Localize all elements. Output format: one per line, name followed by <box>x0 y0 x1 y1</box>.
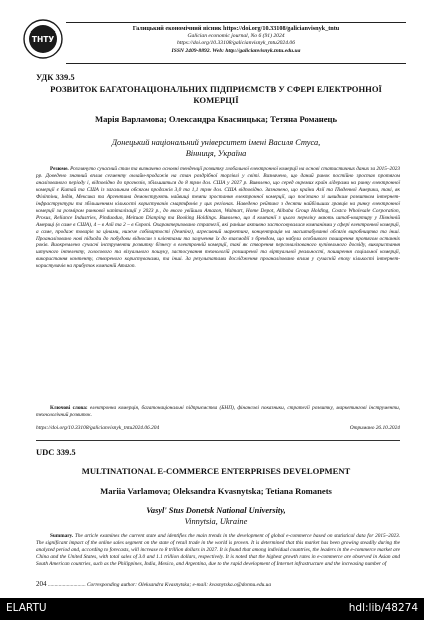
page-number: 204 <box>36 580 47 588</box>
abstract-en-text: The article examines the current state and identifies the main trends in the development of global e-commerce based on statistical data for 2015–2023. The significant impact of the online sales segment on the state of retail trade in the world is proven. It is determined that this market has been growing steadily during the analyzed period and, according to forecasts, will increase to 8 trillion dollars in 2027. It is found that among individual countries, the leaders in the e-commerce market are China and the United States, with total sales of 3.0 and 1.1 trillion dollars, respectively. It is noted that the highest growth rates in e-commerce are observed in Asian and South American countries, such as the Philippines, India, Mexico, and Argentina, due to the rapid development of Internet infrastructure and the increasing number of <box>36 533 400 567</box>
article-title-ua: РОЗВИТОК БАГАТОНАЦІОНАЛЬНИХ ПІДПРИЄМСТВ У СФЕРІ ЕЛЕКТРОННОЇ КОМЕРЦІЇ <box>50 84 382 105</box>
page-footer: 204 ............................ Corresponding author: Oleksandra Kvasnytska; e-mail: kvasnytska.o@donnu.edu.ua <box>36 580 272 588</box>
abstract-en-lead: Summary. <box>50 533 74 539</box>
repository-banner <box>0 598 424 620</box>
udc-code: UDC 339.5 <box>36 447 76 457</box>
journal-name-en: Galician economic journal, No 6 (91) 2024 <box>187 32 285 39</box>
section-divider <box>36 440 400 441</box>
journal-name-ua: Галицький економічний вісник https://doi.org/10.33108/galicianvisnyk_tntu <box>132 25 340 32</box>
abstract-ua-text: Розглянуто сучасний стан та визначено основні тенденції розвитку глобальної електронної комерції на основі статистичних даних за 2015–2023 рр. Доведено значний вплив сегменту онлайн-продажів на стан роздрібної торгівлі у світі. Визначено, що даний ринок постійно зростав протягом аналізованого періоду і, відповідно до прогнозів, збільшиться до 8 трлн дол. США у 2027 р. Виявлено, що серед окремих країн лідерами на ринку електронної комерції є Китай та США із загальним обсягом продажів 3,0 та 1,1 трлн дол. США відповідно. Зазначено, що країни Азії та Південної Америки, такі, як Філіппіни, Індія, Мексика та Аргентина демонструють найвищі темпи зростання електронної комерції, що пов'язано зі швидким розвитком інтернет-інфраструктури та збільшенням кількості користувачів смартфонів у цих регіонах. Наведено рейтинг з десяти найбільших гравців на ринку електронної комерції за розміром ринкової капіталізації у 2023 р., до якого увійшли Amazon, Walmart, Home Depot, Alibaba Group Holding, Costco Wholesale Corporation, Prosus, Reliance Industries, Pinduoduo, Meituan Dianping та Booking Holdings. Виявлено, що 4 компанії з цього переліку мають штаб-квартиру у Північній Америці (в саме в США), 4 – в Азії та 2 – в Європі. Охарактеризовано стратегії, які раніше активно застосовувалися компаніями у сфері електронної комерції, а саме, продаж товарів за цінами, нижче собівартості (демпінг), агресивний маркетинг, концентрація на масштабуванні обсягів виробництва та інші. Проаналізовано нові підходи до побудови відносин з клієнтами та залучення їх до взаємодії з брендом, що набули особливого поширення протягом останніх років. Виокремлено сучасні інструменти розвитку бізнесу в електронній комерції, такі як створення персоналізованого купівельного досвіду, використання штучного інтелекту, голосового та візуального пошуку, застосування технологій розширеної та віртуальної реальності, поширення соціальної комерції, використання контенту, створеного користувачами, та інші. За результатами дослідження проаналізовано вплив у сучасній епоху кількості інтернет-користувачів на прибуток компаній Amazon. <box>36 166 401 270</box>
udk-code: УДК 339.5 <box>36 72 75 82</box>
authors-en: Mariia Varlamova; Oleksandra Kvasnytska; Tetiana Romanets <box>100 486 332 496</box>
journal-issn: ISSN 2409-8892. Web: http://galicianvisnyk.tntu.edu.ua <box>171 47 301 54</box>
authors-ua: Марія Варламова; Олександра Квасницька; Тетяна Романець <box>94 114 338 124</box>
abstract-ua <box>36 166 400 270</box>
keywords-ua-lead: Ключові слова: <box>50 405 88 411</box>
university-logo-icon <box>22 18 64 60</box>
affiliation-ua-institution: Донецький національний університет імені Василя Стуса, <box>111 138 321 147</box>
affiliation-ua-city: Вінниця, Україна <box>185 149 247 158</box>
received-date: Отримано 26.10.2024 <box>349 425 400 431</box>
affiliation-en <box>36 505 396 527</box>
abstract-en <box>36 533 400 575</box>
keywords-ua <box>36 405 400 419</box>
journal-issue-doi: https://doi.org/10.33108/galicianvisnyk_tntu2024.06 <box>176 40 296 47</box>
article-title-en: MULTINATIONAL E-COMMERCE ENTERPRISES DEVELOPMENT <box>81 466 351 476</box>
article-doi-link[interactable]: https://doi.org/10.33108/galicianvisnyk_tntu2024.06.204 <box>36 425 160 431</box>
handle-id[interactable]: hdl:lib/48274 <box>348 602 418 614</box>
affiliation-en-city: Vinnytsia, Ukraine <box>184 517 248 526</box>
journal-header <box>22 18 410 68</box>
abstract-ua-lead: Резюме. <box>50 166 69 172</box>
keywords-ua-text: електронна комерція, багатонаціональні підприємства (БНП), фінансові показники, стратегії розвитку, маркетингові інструменти, технологічний розвиток. <box>36 405 401 418</box>
logo-text: ТНТУ <box>31 35 55 44</box>
corresponding-author: Corresponding author: Oleksandra Kvasnytska; e-mail: kvasnytska.o@donnu.edu.ua <box>86 582 272 588</box>
affiliation-ua <box>36 137 396 159</box>
affiliation-en-institution: Vasyl' Stus Donetsk National University, <box>146 506 286 515</box>
journal-info <box>66 22 406 64</box>
repository-name[interactable]: ELARTU <box>6 602 47 614</box>
